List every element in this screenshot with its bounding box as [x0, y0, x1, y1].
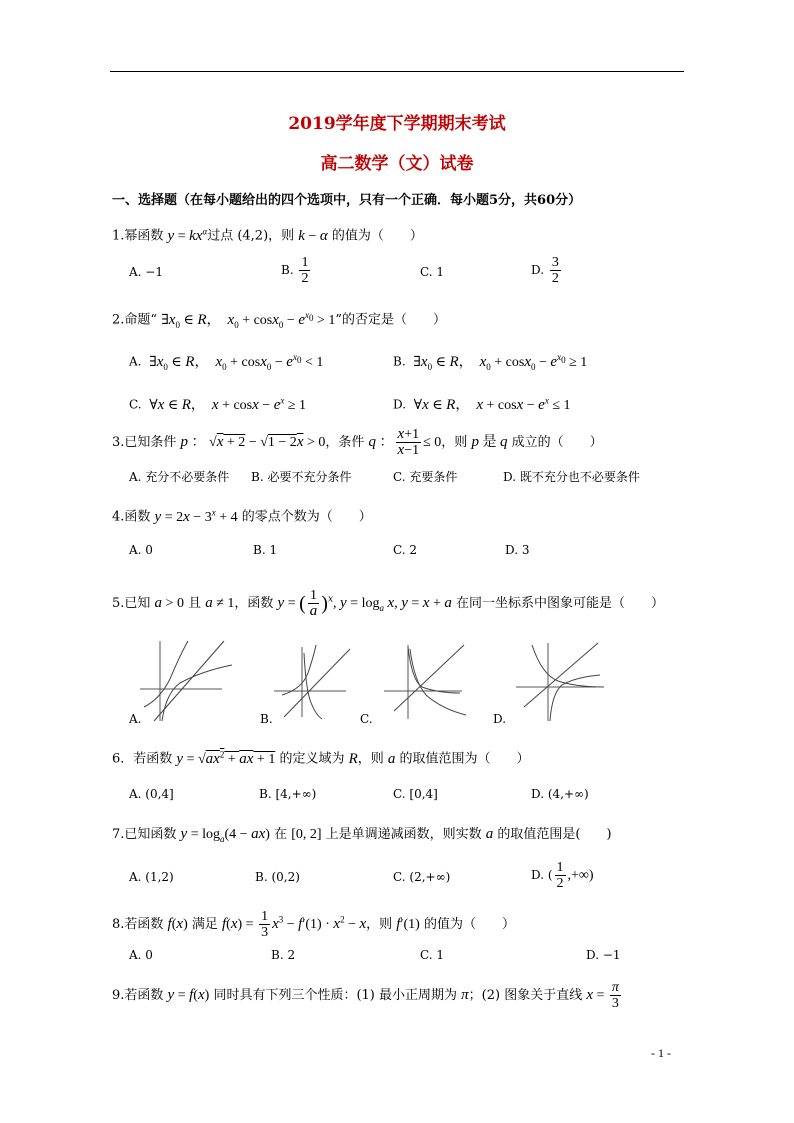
q5-option-b: B.: [260, 712, 273, 726]
q7-option-c: C. (2,+∞): [393, 870, 451, 884]
q8-option-c: C. 1: [420, 948, 445, 962]
q2-option-c: C. ∀x ∈ R， $x + \cos x - e^x \ge 1$: [129, 395, 307, 413]
q7-option-d: D. ( $\frac{1}{2}$ ,+∞): [531, 860, 594, 891]
q4-option-c: C. 2: [393, 543, 418, 557]
graph-c: [384, 641, 482, 721]
question-3: 3.已知条件 p ： √x + 2 − √1 − 2x > 0，条件 q ： $\frac{x+1}{x-1}$ ≤ 0，则 p 是 q 成立的（ ）: [112, 426, 603, 458]
q6-option-d: D. (4,+∞): [531, 787, 589, 801]
q8-option-d: D. −1: [586, 948, 621, 962]
graph-b: [272, 643, 354, 721]
q7-option-b: B. (0,2): [255, 870, 300, 884]
q4-option-d: D. 3: [505, 543, 530, 557]
q6-option-c: C. [0,4]: [393, 787, 438, 801]
question-8: 8.若函数 f(x) 满足 f(x) = $\frac{1}{3}$ $x^3 - f'(1) \cdot x^2 - x$，则 f′(1) 的值为（ ）: [112, 909, 515, 940]
question-4: 4.函数 $y = 2x - 3^x + 4$ 的零点个数为（ ）: [112, 507, 372, 525]
q2-option-a: A. $\exists x_0$ ∈ R， $x_0 + \cos x_0 - e^{x_0} < 1$: [129, 352, 324, 372]
q4-option-b: B. 1: [253, 543, 278, 557]
q6-option-a: A. (0,4]: [129, 787, 174, 801]
question-7: 7.已知函数 $y = \log_a(4 - ax)$ 在 [0, 2] 上是单调递减函数，则实数 a 的取值范围是( ): [112, 826, 612, 844]
q2-option-d: D. ∀x ∈ R， $x + \cos x - e^x \le 1$: [393, 395, 571, 413]
q1-option-c: C. 1: [420, 265, 445, 279]
q3-option-c: C. 充要条件: [393, 470, 458, 484]
q1-option-a: A. −1: [129, 265, 163, 279]
exam-subtitle: 高二数学（文）试卷: [320, 154, 474, 174]
question-5: 5.已知 a > 0 且 a ≠ 1，函数 y = ( $\frac{1}{a}$ )$^x$, $y = \log_a x$, y = x + a 在同一坐标系中图象可能是（ ）: [112, 588, 664, 619]
exam-title: 2019学年度下学期期末考试: [288, 114, 506, 134]
q8-option-b: B. 2: [271, 948, 296, 962]
question-1: 1.幂函数 $y = kx^\alpha$过点 (4,2)，则 k − α 的值为（ ）: [112, 226, 423, 244]
section-heading: 一、选择题（在每小题给出的四个选项中，只有一个正确．每小题5分，共60分）: [112, 193, 582, 208]
q8-option-a: A. 0: [129, 948, 153, 962]
q6-option-b: B. [4,+∞): [259, 787, 317, 801]
q3-option-b: B. 必要不充分条件: [251, 470, 352, 484]
q3-option-d: D. 既不充分也不必要条件: [503, 470, 640, 484]
q7-option-a: A. (1,2): [129, 870, 174, 884]
graph-a: [140, 637, 240, 723]
question-2: 2.命题“ $\exists x_0$ ∈ R， $x_0 + \cos x_0 - e^{x_0} > 1$”的否定是（ ）: [112, 310, 447, 330]
header-rule: [110, 71, 684, 72]
q5-option-a: A.: [129, 712, 142, 726]
q1-option-d: D. $\frac{3}{2}$: [531, 255, 559, 286]
question-9: 9.若函数 y = f(x) 同时具有下列三个性质：(1) 最小正周期为 π；(2) 图象关于直线 x = $\frac{\pi}{3}$: [112, 980, 619, 1011]
q5-option-d: D.: [493, 712, 507, 726]
q4-option-a: A. 0: [129, 543, 153, 557]
graph-d: [514, 639, 608, 723]
q5-option-c: C.: [360, 712, 373, 726]
q2-option-b: B. $\exists x_0$ ∈ R， $x_0 + \cos x_0 - e^{x_0} \ge 1$: [393, 352, 588, 372]
q3-option-a: A. 充分不必要条件: [129, 470, 230, 484]
page-number: - 1 -: [651, 1046, 671, 1060]
question-6: 6．若函数 $y = √ax^2$ + ax + 1 的定义域为 R，则 a 的取值范围为（ ）: [112, 749, 530, 767]
q1-option-b: B. $\frac{1}{2}$: [281, 255, 309, 286]
